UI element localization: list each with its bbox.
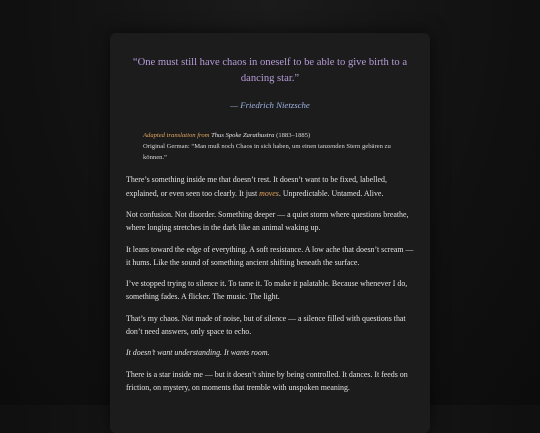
epigraph-quote: “One must still have chaos in oneself to be able to give birth to a dancing star.” (132, 57, 408, 85)
paragraph-7: There is a star inside me — but it doesn’t shine by being controlled. It dances. It feeds on friction, on mystery, on moments that tremble with unspoken meaning. (126, 369, 408, 392)
source-years: (1883–1885) (276, 131, 311, 139)
paragraph-1-text-a: There’s something inside me that doesn’t rest. It doesn’t want to be fixed, labelled, explained, or even seen too clearly. It just (126, 175, 387, 198)
paragraph-2: Not confusion. Not disorder. Something deeper — a quiet storm where questions breathe, where longing stretches in the dark like an animal waking up. (126, 210, 409, 233)
source-work: Thus Spoke Zarathustra (211, 131, 275, 139)
article-body (126, 173, 414, 394)
paragraph-1-text-b: . Unpredictable. Untamed. Alive. (278, 188, 384, 198)
source-note (126, 131, 414, 164)
source-label: Adapted translation from (143, 131, 210, 139)
paragraph-1-highlight: moves (259, 188, 279, 198)
article-card (110, 33, 430, 433)
paragraph-3: It leans toward the edge of everything. A soft resistance. A low ache that doesn’t scream — it hums. Like the sound of something ancient shifting beneath the surface. (126, 244, 414, 267)
paragraph-6: It doesn’t want understanding. It wants room. (126, 348, 270, 358)
paragraph-4: I’ve stopped trying to silence it. To tame it. To make it palatable. Because whenever I do, something fades. A flicker. The music. The light. (126, 279, 408, 302)
epigraph-author: — Friedrich Nietzsche (230, 99, 310, 110)
source-line (143, 131, 414, 142)
paragraph-5: That’s my chaos. Not made of noise, but of silence — a silence filled with questions that don’t need answers, only space to echo. (126, 313, 406, 336)
source-original: Original German: “Man muß noch Chaos in sich haben, um einen tanzenden Stern gebären zu können.” (143, 142, 391, 161)
paragraph-1 (126, 173, 414, 200)
